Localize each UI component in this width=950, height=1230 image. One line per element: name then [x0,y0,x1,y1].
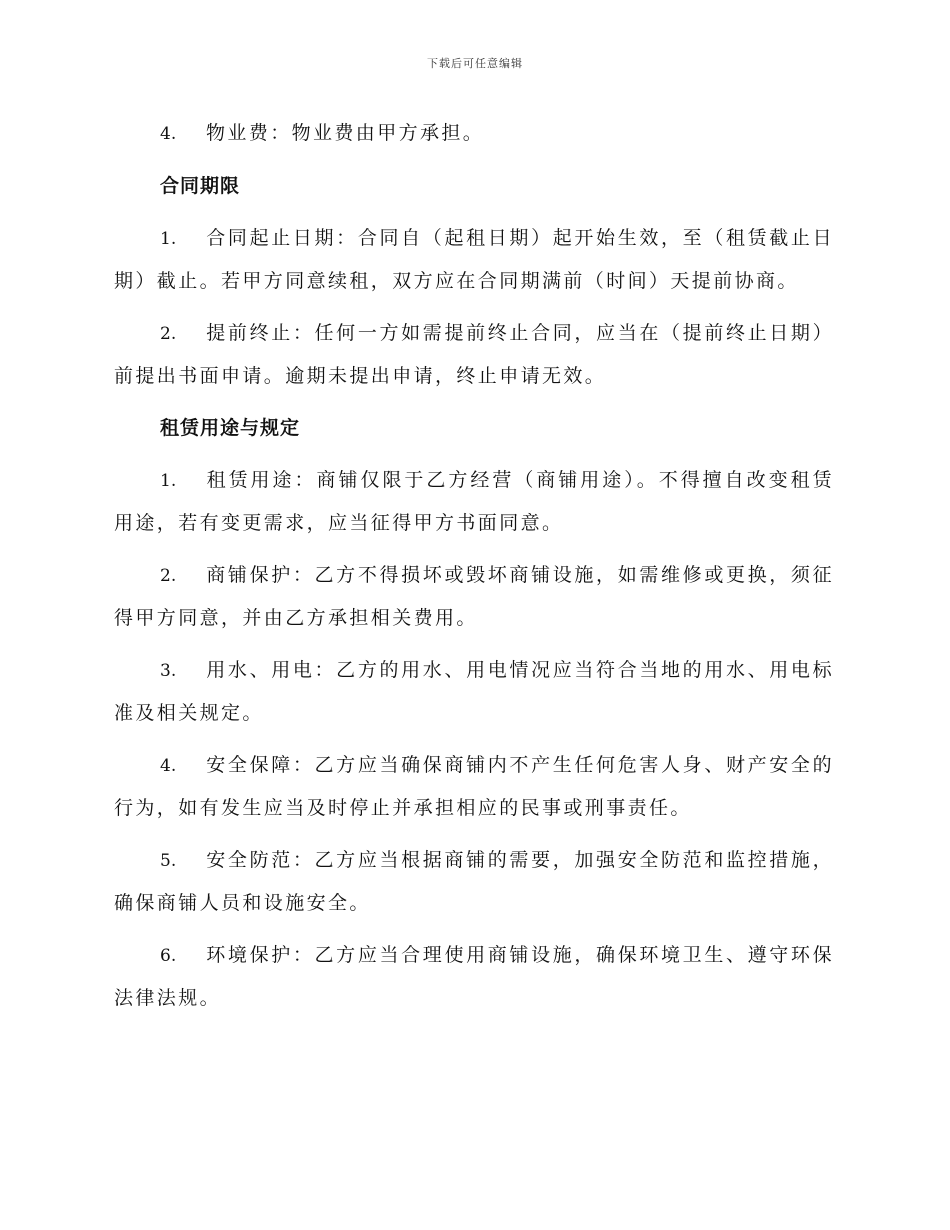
item-number: 6. [160,946,177,966]
item-text: 提前终止：任何一方如需提前终止合同，应当在（提前终止日期）前提出书面申请。逾期未提出申请，终止申请无效。 [114,322,834,387]
list-item [114,744,834,829]
item-text: 环境保护：乙方应当合理使用商铺设施，确保环境卫生、遵守环保法律法规。 [114,944,834,1009]
item-text: 物业费：物业费由甲方承担。 [206,122,485,144]
item-text: 安全保障：乙方应当确保商铺内不产生任何危害人身、财产安全的行为，如有发生应当及时停止并承担相应的民事或刑事责任。 [114,754,834,819]
list-item [114,459,834,544]
item-text: 用水、用电：乙方的用水、用电情况应当符合当地的用水、用电标准及相关规定。 [114,659,834,724]
item-text: 合同起止日期：合同自（起租日期）起开始生效，至（租赁截止日期）截止。若甲方同意续租，双方应在合同期满前（时间）天提前协商。 [114,227,834,292]
item-number: 3. [160,661,177,681]
list-item [114,649,834,734]
header-note: 下载后可任意编辑 [427,57,523,70]
item-number: 2. [160,566,177,586]
item-number: 4. [160,756,177,776]
item-text: 商铺保护：乙方不得损坏或毁坏商铺设施，如需维修或更换，须征得甲方同意，并由乙方承担相关费用。 [114,564,834,629]
list-item [114,217,834,302]
item-number: 2. [160,324,177,344]
section-heading-contract-term: 合同期限 [160,175,241,197]
list-item [114,554,834,639]
section-heading-lease-use: 租赁用途与规定 [160,417,301,439]
item-text: 安全防范：乙方应当根据商铺的需要，加强安全防范和监控措施，确保商铺人员和设施安全。 [114,849,834,914]
item-number: 4. [160,124,177,144]
list-item [114,839,834,924]
list-item [114,934,834,1019]
document-body [114,112,834,1029]
list-item [114,312,834,397]
list-item-property-fee [114,112,834,155]
item-number: 1. [160,471,177,491]
item-number: 5. [160,851,177,871]
item-text: 租赁用途：商铺仅限于乙方经营（商铺用途）。不得擅自改变租赁用途，若有变更需求，应当征得甲方书面同意。 [114,469,834,534]
item-number: 1. [160,229,177,249]
